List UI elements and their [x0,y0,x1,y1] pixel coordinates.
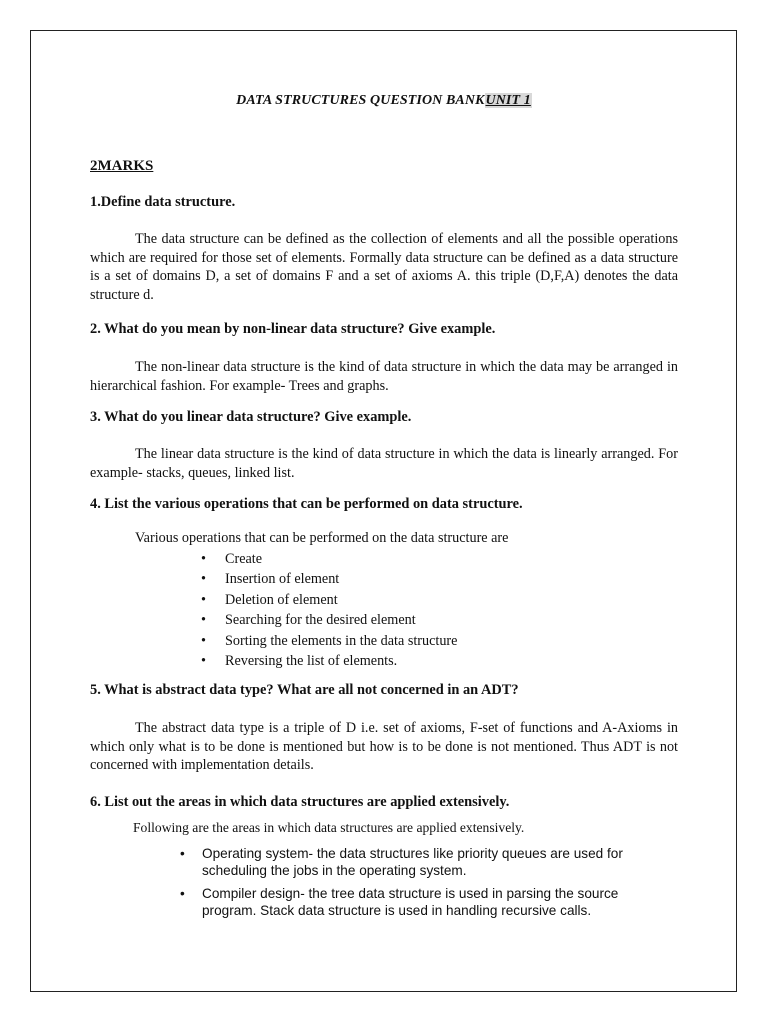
list-item-text: Operating system- the data structures like priority queues are used for scheduling the jobs in the operating system. [202,846,623,878]
list-item [201,549,457,569]
title-unit: UNIT 1 [485,93,531,108]
list-item-text: Searching for the desired element [225,612,416,629]
list-item [180,885,660,919]
question-5: 5. What is abstract data type? What are all not concerned in an ADT? [90,682,519,698]
list-item [201,631,457,651]
answer-5: The abstract data type is a triple of D i.e. set of axioms, F-set of functions and A-Axioms in which only what is to be done is mentioned but how is to be done is not mentioned. Thus ADT is not concerned with implementation details. [90,720,678,774]
question-4: 4. List the various operations that can be performed on data structure. [90,496,523,512]
bullet-icon: • [201,652,206,669]
answer-2: The non-linear data structure is the kind of data structure in which the data may be arranged in hierarchical fashion. For example- Trees and graphs. [90,359,678,394]
question-6: 6. List out the areas in which data structures are applied extensively. [90,794,510,810]
list-item-text: Deletion of element [225,591,338,608]
bullet-icon: • [201,632,206,649]
areas-list [180,845,660,925]
bullet-icon: • [180,886,185,901]
answer-6-intro: Following are the areas in which data structures are applied extensively. [133,820,525,835]
section-heading: 2MARKS [90,158,154,174]
bullet-icon: • [201,612,206,629]
list-item [180,845,660,879]
list-item-text: Sorting the elements in the data structure [225,632,458,649]
list-item [201,590,457,610]
list-item-text: Compiler design- the tree data structure is used in parsing the source program. Stack data structure is used in handling recursive calls. [202,886,619,918]
list-item-text: Reversing the list of elements. [225,652,398,669]
list-item [201,610,457,630]
bullet-icon: • [201,551,206,567]
answer-4-intro: Various operations that can be performed on the data structure are [135,530,509,546]
bullet-icon: • [180,846,185,861]
list-item-text: Insertion of element [225,571,340,588]
bullet-icon: • [201,571,206,588]
operations-list [201,549,457,671]
list-item [201,569,457,589]
list-item [201,651,457,671]
answer-3: The linear data structure is the kind of data structure in which the data is linearly arranged. For example- stacks, queues, linked list. [90,446,678,481]
document-title [90,93,678,109]
title-main: DATA STRUCTURES QUESTION BANK [236,93,485,108]
bullet-icon: • [201,591,206,608]
list-item-text: Create [225,551,263,567]
question-2: 2. What do you mean by non-linear data structure? Give example. [90,321,496,337]
answer-1: The data structure can be defined as the collection of elements and all the possible operations which are required for those set of elements. Formally data structure can be defined as a data structure is a set of domains D, a set of domains F and a set of axioms A. this triple (D,F,A) denotes the data structure d. [90,231,678,303]
question-1: 1.Define data structure. [90,194,236,210]
question-3: 3. What do you linear data structure? Give example. [90,409,412,425]
